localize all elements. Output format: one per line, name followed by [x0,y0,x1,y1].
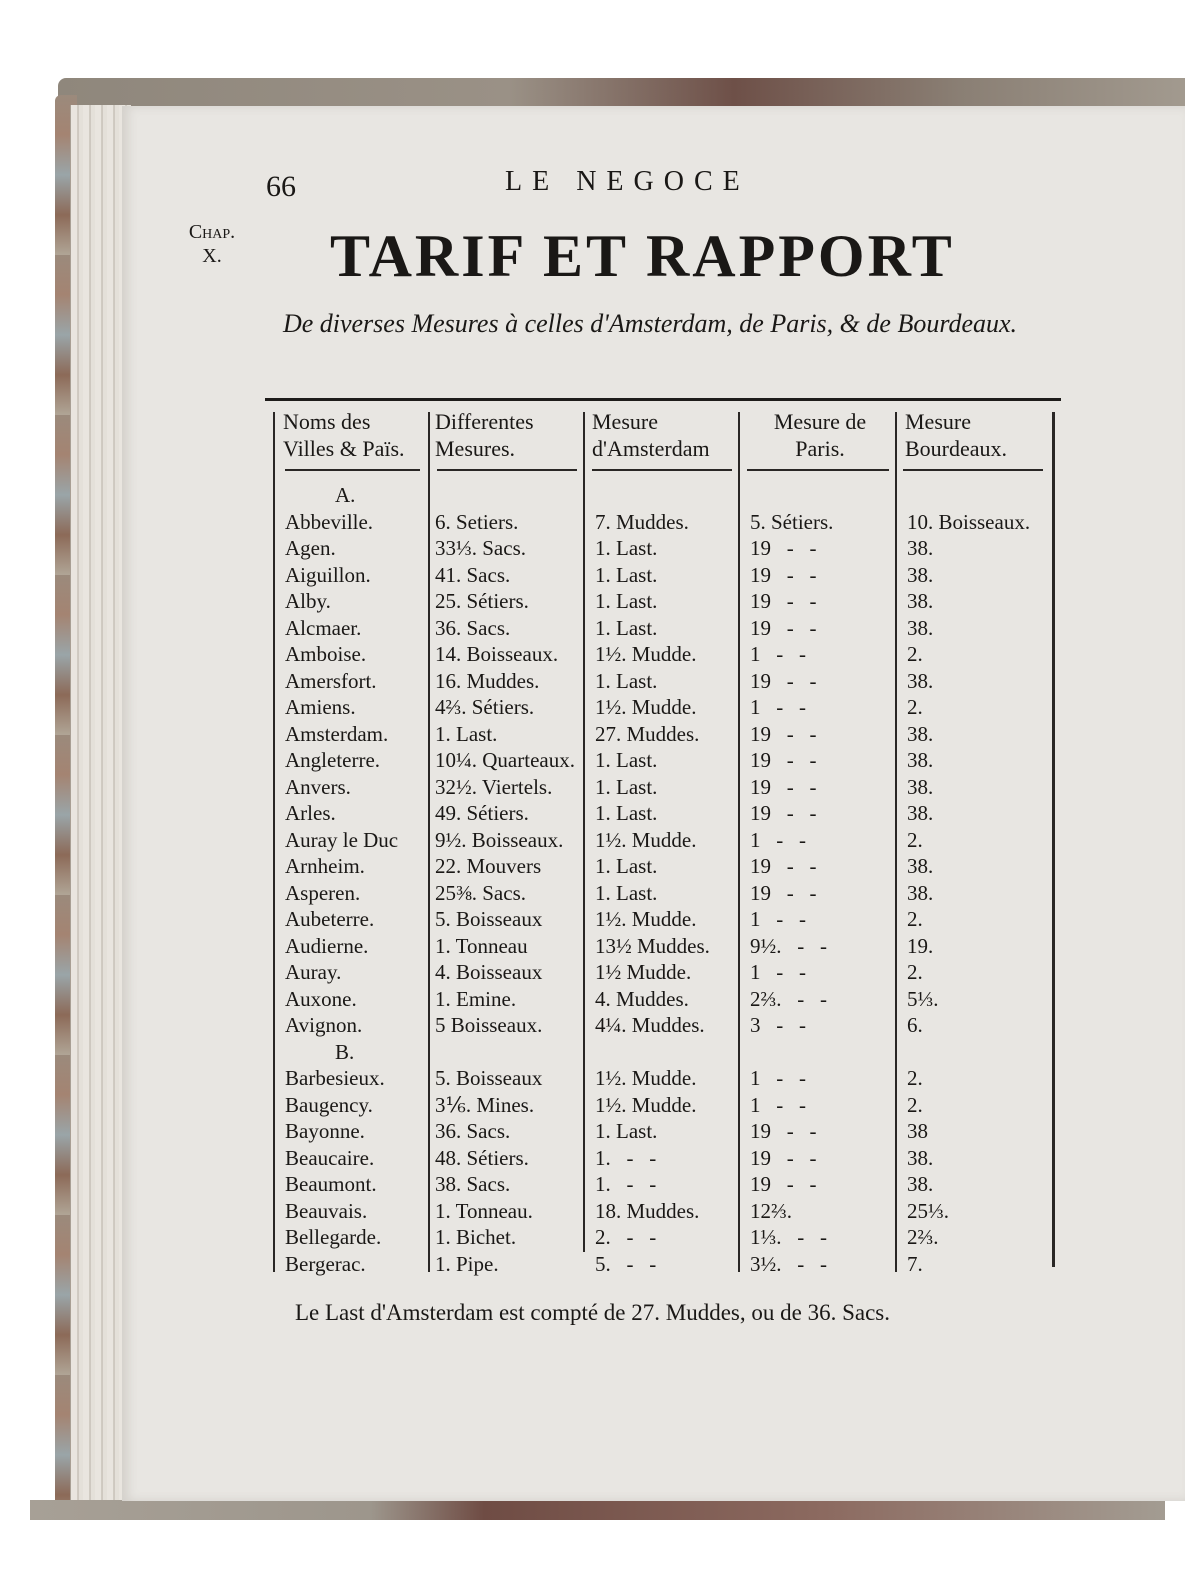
column-header-different-measures: Differentes Mesures. [435,409,534,461]
bordeaux-measure-cell: 38. [907,1172,934,1196]
amsterdam-measure-cell: 1½. Mudde. [595,827,697,852]
amsterdam-measure-cell: 1. - - [595,1172,657,1196]
bordeaux-measure-cell: 38. [907,748,934,772]
footer-note: Le Last d'Amsterdam est compté de 27. Muddes, ou de 36. Sacs. [295,1300,890,1325]
table-row [265,906,1061,933]
town-name-cell: Angleterre. [285,748,381,772]
paris-measure-cell: 1⅓. - - [750,1225,827,1249]
table-row [265,562,1061,589]
paris-measure-cell: 19 - - [750,589,817,613]
amsterdam-measure-cell: 1. Last. [595,536,658,560]
local-measure-cell: 5 Boisseaux. [435,1013,543,1037]
bordeaux-measure-cell: 38. [907,721,934,746]
local-measure-cell: 36. Sacs. [435,1119,511,1143]
town-name-cell: Bergerac. [285,1251,366,1276]
table-section-letter [265,1039,1061,1066]
table-row [265,1012,1061,1039]
table-section-letter [265,482,1061,509]
table-row [265,641,1061,668]
town-name-cell: Barbesieux. [285,1066,385,1090]
section-letter: B. [335,1039,355,1064]
amsterdam-measure-cell: 4¼. Muddes. [595,1013,705,1037]
town-name-cell: Asperen. [285,880,361,905]
paris-measure-cell: 19 - - [750,615,817,640]
table-row [265,588,1061,615]
paris-measure-cell: 19 - - [750,774,817,799]
bordeaux-measure-cell: 7. [907,1251,923,1276]
header-underline [747,469,889,471]
local-measure-cell: 41. Sacs. [435,562,511,587]
amsterdam-measure-cell: 1. Last. [595,880,658,905]
bordeaux-measure-cell: 38. [907,774,934,799]
local-measure-cell: 10¼. Quarteaux. [435,748,575,772]
table-row [265,509,1061,536]
town-name-cell: Beaucaire. [285,1145,375,1170]
column-header-paris: Mesure de Paris. [773,409,867,461]
bordeaux-measure-cell: 5⅓. [907,986,939,1011]
table-row [265,853,1061,880]
amsterdam-measure-cell: 1½ Mudde. [595,960,692,984]
amsterdam-measure-cell: 1. Last. [595,774,658,799]
bordeaux-measure-cell: 19. [907,933,934,958]
bordeaux-measure-cell: 2. [907,642,923,666]
town-name-cell: Amersfort. [285,668,377,693]
table-row [265,1118,1061,1145]
paris-measure-cell: 19 - - [750,668,817,693]
amsterdam-measure-cell: 1. Last. [595,668,658,693]
chapter-label: Chap. [188,221,236,243]
bordeaux-measure-cell: 2. [907,907,923,931]
bordeaux-measure-cell: 38. [907,615,934,640]
bordeaux-measure-cell: 38. [907,536,934,560]
bordeaux-measure-cell: 38. [907,801,934,825]
amsterdam-measure-cell: 1½. Mudde. [595,907,697,931]
section-letter: A. [335,483,356,507]
bordeaux-measure-cell: 25⅓. [907,1198,949,1223]
paris-measure-cell: 9½. - - [750,933,827,958]
town-name-cell: Bellegarde. [285,1225,382,1249]
header-underline [285,469,420,471]
table-row [265,721,1061,748]
local-measure-cell: 14. Boisseaux. [435,642,559,666]
local-measure-cell: 4. Boisseaux [435,960,543,984]
town-name-cell: Alby. [285,589,331,613]
bordeaux-measure-cell: 2⅔. [907,1225,939,1249]
table-row [265,668,1061,695]
paris-measure-cell: 19 - - [750,721,817,746]
bordeaux-measure-cell: 38. [907,1145,934,1170]
town-name-cell: Auxone. [285,986,357,1011]
paris-measure-cell: 19 - - [750,1119,817,1143]
amsterdam-measure-cell: 1. Last. [595,615,658,640]
chapter-marker [172,220,252,268]
paris-measure-cell: 2⅔. - - [750,986,827,1011]
local-measure-cell: 1. Last. [435,721,498,746]
town-name-cell: Avignon. [285,1013,363,1037]
paris-measure-cell: 19 - - [750,880,817,905]
local-measure-cell: 5. Boisseaux [435,1066,543,1090]
table-row [265,694,1061,721]
amsterdam-measure-cell: 18. Muddes. [595,1198,700,1223]
amsterdam-measure-cell: 13½ Muddes. [595,933,710,958]
paris-measure-cell: 19 - - [750,562,817,587]
table-body [265,482,1061,1277]
table-row [265,1145,1061,1172]
amsterdam-measure-cell: 1½. Mudde. [595,695,697,719]
table-row [265,774,1061,801]
local-measure-cell: 5. Boisseaux [435,907,543,931]
table-row [265,1092,1061,1119]
amsterdam-measure-cell: 2. - - [595,1225,657,1249]
page-number: 66 [266,170,296,203]
table-row [265,1171,1061,1198]
amsterdam-measure-cell: 1. Last. [595,854,658,878]
town-name-cell: Bayonne. [285,1119,365,1143]
town-name-cell: Abbeville. [285,509,374,534]
bordeaux-measure-cell: 38. [907,589,934,613]
local-measure-cell: 9½. Boisseaux. [435,827,564,852]
town-name-cell: Aubeterre. [285,907,375,931]
local-measure-cell: 1. Bichet. [435,1225,517,1249]
town-name-cell: Baugency. [285,1092,373,1117]
table-row [265,747,1061,774]
local-measure-cell: 22. Mouvers [435,854,542,878]
table-row [265,1065,1061,1092]
paris-measure-cell: 1 - - [750,827,806,852]
bordeaux-measure-cell: 10. Boisseaux. [907,509,1031,534]
book-cover-bottom-edge [30,1500,1165,1520]
local-measure-cell: 1. Pipe. [435,1251,499,1276]
column-header-amsterdam: Mesure d'Amsterdam [592,409,710,461]
town-name-cell: Beaumont. [285,1172,377,1196]
amsterdam-measure-cell: 1½. Mudde. [595,1066,697,1090]
amsterdam-measure-cell: 1½. Mudde. [595,642,697,666]
local-measure-cell: 33⅓. Sacs. [435,536,526,560]
bordeaux-measure-cell: 2. [907,1066,923,1090]
bordeaux-measure-cell: 2. [907,827,923,852]
amsterdam-measure-cell: 1. Last. [595,589,658,613]
table-row [265,933,1061,960]
table-row [265,880,1061,907]
bordeaux-measure-cell: 2. [907,1092,923,1117]
local-measure-cell: 48. Sétiers. [435,1145,529,1170]
local-measure-cell: 1. Tonneau. [435,1198,533,1223]
town-name-cell: Agen. [285,536,336,560]
bordeaux-measure-cell: 38. [907,668,934,693]
paris-measure-cell: 1 - - [750,642,806,666]
local-measure-cell: 49. Sétiers. [435,801,529,825]
header-underline [592,469,732,471]
table-row [265,1251,1061,1278]
amsterdam-measure-cell: 1. Last. [595,1119,658,1143]
local-measure-cell: 36. Sacs. [435,615,511,640]
paris-measure-cell: 3½. - - [750,1251,827,1276]
paris-measure-cell: 12⅔. [750,1198,792,1223]
town-name-cell: Alcmaer. [285,615,362,640]
local-measure-cell: 3⅙. Mines. [435,1092,535,1117]
bordeaux-measure-cell: 6. [907,1013,923,1037]
local-measure-cell: 25⅜. Sacs. [435,880,526,905]
local-measure-cell: 1. Emine. [435,986,517,1011]
amsterdam-measure-cell: 4. Muddes. [595,986,689,1011]
amsterdam-measure-cell: 5. - - [595,1251,657,1276]
town-name-cell: Anvers. [285,774,351,799]
bordeaux-measure-cell: 2. [907,960,923,984]
amsterdam-measure-cell: 1. Last. [595,801,658,825]
town-name-cell: Amsterdam. [285,721,389,746]
paris-measure-cell: 1 - - [750,695,806,719]
page-title: TARIF ET RAPPORT [330,223,955,289]
amsterdam-measure-cell: 7. Muddes. [595,509,689,534]
table-row [265,1198,1061,1225]
table-row [265,986,1061,1013]
table-top-rule [265,398,1061,401]
table-row [265,535,1061,562]
paris-measure-cell: 19 - - [750,1172,817,1196]
town-name-cell: Arles. [285,801,336,825]
bordeaux-measure-cell: 38 [907,1119,928,1143]
paris-measure-cell: 19 - - [750,748,817,772]
paris-measure-cell: 19 - - [750,801,817,825]
paris-measure-cell: 19 - - [750,536,817,560]
paris-measure-cell: 1 - - [750,907,806,931]
chapter-number: X. [202,245,222,267]
local-measure-cell: 32½. Viertels. [435,774,553,799]
town-name-cell: Audierne. [285,933,369,958]
column-header-bordeaux: Mesure Bourdeaux. [905,409,1008,461]
town-name-cell: Beauvais. [285,1198,368,1223]
header-underline [437,469,577,471]
bordeaux-measure-cell: 2. [907,695,923,719]
local-measure-cell: 25. Sétiers. [435,589,529,613]
paris-measure-cell: 1 - - [750,1066,806,1090]
column-header-towns: Noms des Villes & Païs. [283,409,405,461]
paris-measure-cell: 5. Sétiers. [750,509,834,534]
town-name-cell: Auray le Duc [285,827,399,852]
local-measure-cell: 38. Sacs. [435,1172,511,1196]
bordeaux-measure-cell: 38. [907,562,934,587]
amsterdam-measure-cell: 1½. Mudde. [595,1092,697,1117]
book-cover-top-edge [58,78,1185,108]
town-name-cell: Amiens. [285,695,356,719]
town-name-cell: Auray. [285,960,342,984]
table-row [265,800,1061,827]
town-name-cell: Amboise. [285,642,367,666]
amsterdam-measure-cell: 1. - - [595,1145,657,1170]
paris-measure-cell: 19 - - [750,1145,817,1170]
running-head: LE NEGOCE [505,166,750,197]
table-row [265,959,1061,986]
local-measure-cell: 16. Muddes. [435,668,540,693]
table-row [265,1224,1061,1251]
bordeaux-measure-cell: 38. [907,854,934,878]
amsterdam-measure-cell: 1. Last. [595,748,658,772]
table-row [265,615,1061,642]
local-measure-cell: 1. Tonneau [435,933,528,958]
table-row [265,827,1061,854]
header-underline [903,469,1043,471]
paris-measure-cell: 1 - - [750,960,806,984]
amsterdam-measure-cell: 1. Last. [595,562,658,587]
bordeaux-measure-cell: 38. [907,880,934,905]
town-name-cell: Aiguillon. [285,562,371,587]
paris-measure-cell: 19 - - [750,854,817,878]
page-subtitle: De diverses Mesures à celles d'Amsterdam, de Paris, & de Bourdeaux. [282,309,1018,338]
local-measure-cell: 4⅔. Sétiers. [435,695,535,719]
local-measure-cell: 6. Setiers. [435,509,519,534]
town-name-cell: Arnheim. [285,854,365,878]
paris-measure-cell: 3 - - [750,1013,806,1037]
amsterdam-measure-cell: 27. Muddes. [595,721,700,746]
paris-measure-cell: 1 - - [750,1092,806,1117]
